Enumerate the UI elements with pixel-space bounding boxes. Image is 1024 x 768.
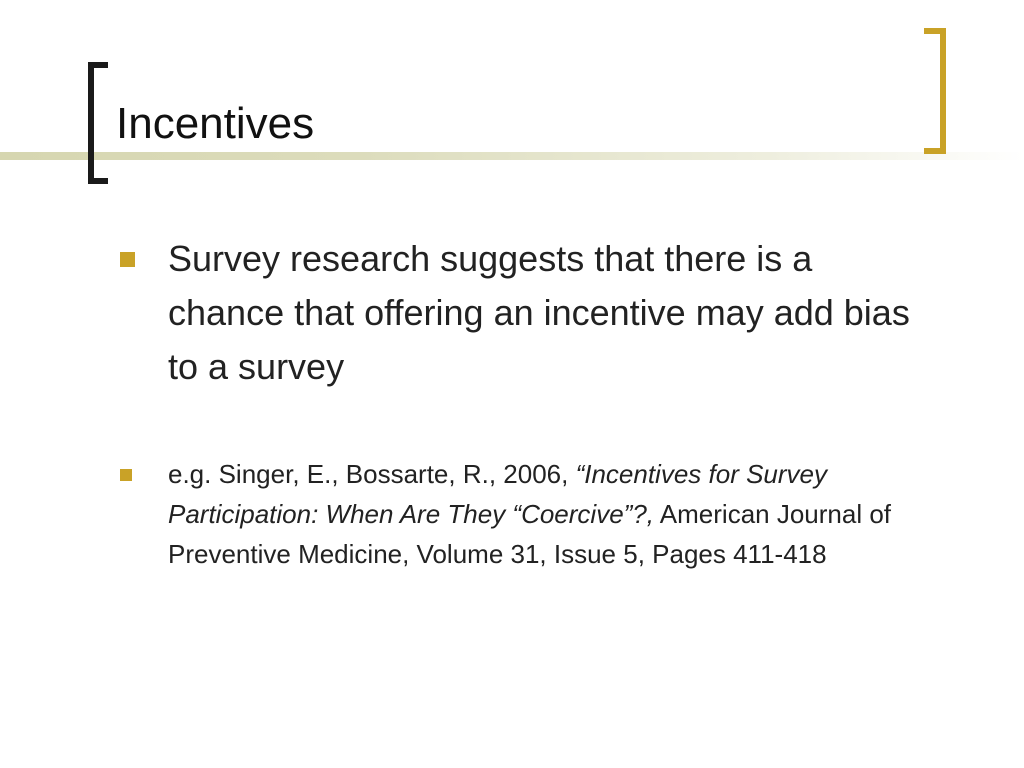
bullet-list — [118, 232, 918, 574]
square-bullet-icon — [120, 469, 132, 481]
square-bullet-icon — [120, 252, 135, 267]
reference-authors: e.g. Singer, E., Bossarte, R., 2006, — [168, 459, 576, 489]
bullet-text: Survey research suggests that there is a chance that offering an incentive may add bias to a survey — [168, 238, 910, 387]
title-rule — [0, 152, 1024, 160]
reference-article-title: “Incentives for Survey Participation: When Are They “Coercive”?, — [168, 459, 827, 529]
slide-title: Incentives — [116, 99, 315, 148]
list-item — [118, 454, 918, 574]
left-bracket-decoration — [88, 62, 108, 184]
right-bracket-decoration — [924, 28, 946, 154]
reference-journal: American Journal of Preventive Medicine, Volume 31, Issue 5, Pages 411-418 — [168, 499, 892, 569]
list-item — [118, 232, 918, 394]
